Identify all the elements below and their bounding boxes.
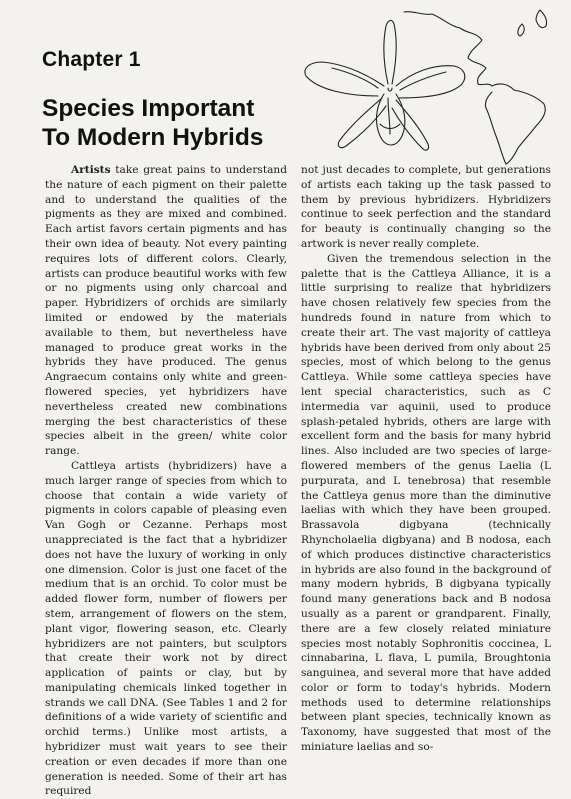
- paragraph: [45, 163, 287, 459]
- chapter-title-line-2: To Modern Hybrids: [42, 124, 264, 151]
- paragraph: not just decades to complete, but generations of artists each taking up the task passed to them by previous hybridizers. Hybridizers continue to seek perfection and the standard for beauty is continually changing so the artwork is never really complete.: [301, 164, 551, 250]
- body-column-right: [301, 163, 551, 755]
- body-column-left: [45, 163, 287, 799]
- paragraph-lead-word: Artists: [71, 164, 111, 176]
- chapter-title-line-1: Species Important: [42, 95, 255, 122]
- paragraph: Given the tremendous selection in the palette that is the Cattleya Alliance, it is a little surprising to realize that hybridizers have chosen relatively few species from the hundreds found in nature from which to create their art. The vast majority of cattleya hybrids have been derived from only about 25 species, most of which belong to the genus Cattleya. While some cattleya species have lent special characteristics, such as C intermedia var aquinii, used to produce splash-petaled hybrids, others are large with excellent form and the basis for many hybrid lines. Also included are two species of large-flowered members of the genus Laelia (L purpurata, and L tenebrosa) that resemble the Cattleya genus more than the diminutive laelias with which they have been grouped. Brassavola digbyana (technically Rhyncholaelia digbyana) and B nodosa, each of which produces distinctive characteristics in hybrids are also found in the background of many modern hybrids, B digbyana typically found many generations back and B nodosa usually as a parent or grandparent. Finally, there are a few closely related miniature species most notably Sophronitis coccinea, L cinnabarina, L flava, L pumila, Broughtonia sanguinea, and several more that have added color or form to today's hybrids. Modern methods used to determine relationships between plant species, technically known as Taxonomy, have suggested that most of the miniature laelias and so-: [301, 252, 551, 754]
- americas-map-outline: [404, 10, 547, 164]
- orchid-and-map-illustration: [292, 6, 560, 166]
- chapter-title: [42, 94, 302, 152]
- cattleya-flower-drawing: [305, 20, 465, 150]
- chapter-label: Chapter 1: [42, 48, 141, 71]
- paragraph: Cattleya artists (hybridizers) have a much larger range of species from which to choose that contain a wide variety of pigments in colors capable of pleasing even Van Gogh or Cezanne. Perhaps most unappreciated is the fact that a hybridizer does not have the luxury of working in only one dimension. Color is just one facet of the medium that is an orchid. To color must be added flower form, number of flowers per stem, arrangement of flowers on the stem, plant vigor, flowering season, etc. Clearly hybridizers are not painters, but sculptors that create their work not by direct application of paints or clay, but by manipulating chemicals linked together in strands we call DNA. (See Tables 1 and 2 for definitions of a wide variety of scientific and orchid terms.) Unlike most artists, a hybridizer must wait years to see their creation or even decades if more than one generation is needed. Some of their art has required: [45, 459, 287, 798]
- paragraph-text: take great pains to understand the nature of each pigment on their palette and to understand the qualities of the pigments as they are mixed and combined. Each artist favors certain pigments and has their own idea of beauty. Not every painting requires lots of different colors. Clearly, artists can produce beautiful works with few or no pigments using only charcoal and paper. Hybridizers of orchids are similarly limited or endowed by the materials available to them, but nevertheless have managed to produce great works in the hybrids they have produced. The genus Angraecum contains only white and green-flowered species, yet hybridizers have nevertheless created new combinations merging the best characteristics of these species albeit in the green/ white color range.: [45, 164, 287, 458]
